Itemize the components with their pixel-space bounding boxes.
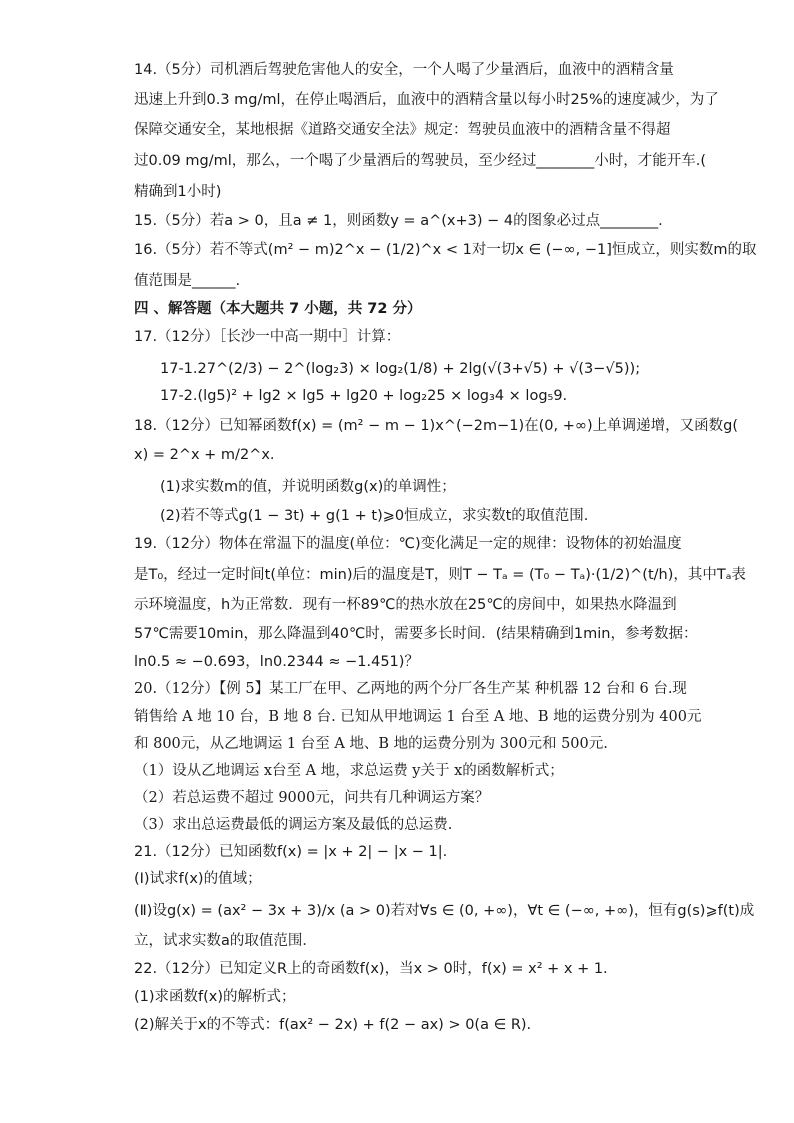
q14-line-4: 过0.09 mg/ml，那么，一个喝了少量酒后的驾驶员，至少经过________小时，才能开车.( xyxy=(134,153,707,169)
q15-line: 15.（5分）若a > 0，且a ≠ 1，则函数y = a^(x+3) − 4的图象必过点________. xyxy=(134,213,663,229)
q20-part-1: （1）设从乙地调运 x台至 A 地，求总运费 y关于 x的函数解析式； xyxy=(134,763,564,779)
q17-part-2: 17-2.(lg5)² + lg2 × lg5 + lg20 + log₂25 × log₃4 × log₅9. xyxy=(160,388,568,404)
q18-line-1: 18.（12分）已知幂函数f(x) = (m² − m − 1)x^(−2m−1)在(0, +∞)上单调递增，又函数g( xyxy=(134,418,738,434)
q14-line-2: 迅速上升到0.3 mg/ml，在停止喝酒后，血液中的酒精含量以每小时25%的速度减少，为了 xyxy=(134,92,719,108)
q22-part-1: (1)求函数f(x)的解析式； xyxy=(134,989,296,1005)
q21-line-1: 21.（12分）已知函数f(x) = |x + 2| − |x − 1|. xyxy=(134,844,448,860)
q20-line-2: 销售给 A 地 10 台，B 地 8 台. 已知从甲地调运 1 台至 A 地、B 地的运费分别为 400元 xyxy=(134,709,702,725)
q16-line-1: 16.（5分）若不等式(m² − m)2^x − (1/2)^x < 1对一切x ∈ (−∞, −1]恒成立，则实数m的取 xyxy=(134,242,757,258)
q19-line-3: 示环境温度，h为正常数．现有一杯89℃的热水放在25℃的房间中，如果热水降温到 xyxy=(134,597,677,613)
q20-line-1: 20.（12分）【例 5】某工厂在甲、乙两地的两个分厂各生产某 种机器 12 台和 6 台.现 xyxy=(134,681,687,697)
q17-part-1: 17-1.27^(2/3) − 2^(log₂3) × log₂(1/8) + 2lg(√(3+√5) + √(3−√5)); xyxy=(160,361,641,377)
q19-line-4: 57℃需要10min，那么降温到40℃时，需要多长时间．(结果精确到1min，参考数据： xyxy=(134,626,698,642)
q20-line-3: 和 800元，从乙地调运 1 台至 A 地、B 地的运费分别为 300元和 500元. xyxy=(134,736,608,752)
q14-line-1: 14.（5分）司机酒后驾驶危害他人的安全，一个人喝了少量酒后，血液中的酒精含量 xyxy=(134,62,674,78)
q21-part-1: (Ⅰ)试求f(x)的值域； xyxy=(134,871,262,887)
q22-line-1: 22.（12分）已知定义R上的奇函数f(x)，当x > 0时，f(x) = x² + x + 1. xyxy=(134,961,608,977)
q14-line-5: 精确到1小时) xyxy=(134,184,222,200)
q18-part-1: (1)求实数m的值，并说明函数g(x)的单调性； xyxy=(160,479,456,495)
q19-line-2: 是T₀，经过一定时间t(单位：min)后的温度是T，则T − Tₐ = (T₀ − Tₐ)·(1/2)^(t/h)，其中Tₐ表 xyxy=(134,567,746,583)
q22-part-2: (2)解关于x的不等式：f(ax² − 2x) + f(2 − ax) > 0(a ∈ R). xyxy=(134,1017,532,1033)
q16-line-2: 值范围是______. xyxy=(134,273,241,289)
q18-part-2: (2)若不等式g(1 − 3t) + g(1 + t)⩾0恒成立，求实数t的取值范围. xyxy=(160,508,589,524)
q20-part-2: （2）若总运费不超过 9000元，问共有几种调运方案？ xyxy=(134,790,490,806)
section-heading: 四 、解答题（本大题共 7 小题，共 72 分） xyxy=(134,301,422,317)
q20-part-3: （3）求出总运费最低的调运方案及最低的总运费. xyxy=(134,817,453,833)
q19-line-1: 19.（12分）物体在常温下的温度(单位：℃)变化满足一定的规律：设物体的初始温度 xyxy=(134,536,682,552)
q17-line: 17.（12分）［长沙一中高一期中］计算： xyxy=(134,329,401,345)
q19-line-5: ln0.5 ≈ −0.693，ln0.2344 ≈ −1.451)？ xyxy=(134,654,419,670)
q18-line-2: x) = 2^x + m/2^x. xyxy=(134,447,275,463)
q21-part-2-cont: 立，试求实数a的取值范围． xyxy=(134,933,317,949)
q21-part-2: (Ⅱ)设g(x) = (ax² − 3x + 3)/x (a > 0)若对∀s ∈ (0, +∞)，∀t ∈ (−∞, +∞)，恒有g(s)⩾f(t)成 xyxy=(134,903,755,919)
q14-line-3: 保障交通安全，某地根据《道路交通安全法》规定：驾驶员血液中的酒精含量不得超 xyxy=(134,122,671,138)
